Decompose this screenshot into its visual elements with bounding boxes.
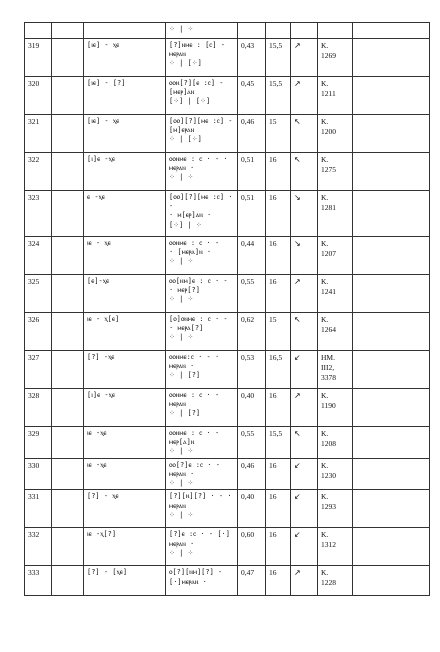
- transcription-line: [ⲟⲟ][?][ⲙⲉ :ⲥ] -: [169, 117, 233, 125]
- transcription-cell: [166, 427, 238, 459]
- transcription-cell: [166, 153, 238, 191]
- reference-line: K.: [321, 193, 329, 202]
- height-cell: 0,51: [238, 191, 266, 237]
- width-cell: [266, 23, 291, 39]
- direction-cell: ↙: [291, 528, 318, 566]
- transcription-line: ⲟ[?][ⲛⲙ][?] -: [169, 568, 223, 577]
- width-cell: 15,5: [266, 427, 291, 459]
- reference-line: K.: [321, 492, 329, 502]
- transcription-line: ⁘ | ⁘: [169, 333, 194, 342]
- transcription-cell: [166, 313, 238, 351]
- width-cell: 16: [266, 566, 291, 596]
- width-cell: 16: [266, 389, 291, 427]
- reference-line: K.: [321, 79, 329, 88]
- reference-line: K.: [321, 155, 329, 164]
- direction-cell: ↘: [291, 237, 318, 275]
- transcription-line: [·]ⲙⲉⲣⲁⲛ ·: [169, 577, 207, 586]
- transcription-line: ⁘ | ⁘: [169, 479, 194, 488]
- table-row: [25, 77, 430, 115]
- reference-line: 1211: [321, 88, 336, 98]
- text-cell: [ⲓⲉ] - ⲭⲉ: [84, 115, 166, 153]
- direction-cell: ↙: [291, 490, 318, 528]
- reference-line: 1200: [321, 126, 336, 136]
- transcription-line: [ⲙⲉⲣ]ⲁⲛ: [169, 88, 195, 97]
- transcription-line: [?]ⲛⲙⲉ : [ⲥ] -: [169, 41, 225, 49]
- empty-cell: [353, 351, 430, 389]
- text-cell: [ⲓ]ⲉ -ⲭⲉ: [84, 389, 166, 427]
- reference-line: K.: [321, 568, 329, 578]
- transcription-line: [?]ⲉ :ⲥ · - [·]: [169, 530, 230, 539]
- empty-cell: [52, 77, 84, 115]
- number-cell: 328: [25, 389, 52, 427]
- empty-cell: [52, 153, 84, 191]
- width-cell: 15,5: [266, 77, 291, 115]
- text-cell: [?] - [ⲭⲉ]: [84, 566, 166, 596]
- width-cell: 16: [266, 153, 291, 191]
- reference-line: K.: [321, 315, 329, 324]
- transcription-line: ⲙⲉⲣⲁⲛ: [169, 501, 186, 510]
- text-cell: [?] - ⲭⲉ: [84, 490, 166, 528]
- direction-cell: ↗: [291, 77, 318, 115]
- empty-cell: [353, 39, 430, 77]
- empty-cell: [353, 115, 430, 153]
- table-row: [25, 153, 430, 191]
- empty-cell: [52, 566, 84, 596]
- transcription-cell: [166, 458, 238, 490]
- text-cell: ⲓⲉ -ⲭ[?]: [84, 528, 166, 566]
- reference-cell: [318, 528, 353, 566]
- reference-cell: [318, 313, 353, 351]
- width-cell: 15,5: [266, 39, 291, 77]
- height-cell: 0,51: [238, 153, 266, 191]
- table-row: [25, 389, 430, 427]
- text-cell: [ⲓ]ⲉ -ⲭⲉ: [84, 153, 166, 191]
- transcription-line: · ⲙⲉⲣⲁ[?]: [169, 324, 204, 333]
- reference-cell: [318, 153, 353, 191]
- transcription-line: ⲟⲟⲛⲙⲉ : ⲥ · -: [169, 429, 220, 437]
- reference-line: 3378: [321, 372, 336, 382]
- height-cell: 0,60: [238, 528, 266, 566]
- direction-cell: ↖: [291, 427, 318, 459]
- number-cell: 327: [25, 351, 52, 389]
- height-cell: 0,53: [238, 351, 266, 389]
- transcription-line: ⲟⲟ[?]ⲉ :ⲥ · -: [169, 460, 220, 469]
- reference-line: 1275: [321, 164, 336, 174]
- empty-cell: [353, 191, 430, 237]
- reference-line: K.: [321, 239, 329, 248]
- height-cell: 0,45: [238, 77, 266, 115]
- transcription-line: ⲟⲟⲛⲙⲉ : ⲥ · -: [169, 391, 220, 399]
- direction-cell: ↗: [291, 39, 318, 77]
- number-cell: 320: [25, 77, 52, 115]
- empty-cell: [52, 458, 84, 490]
- table-row: [25, 351, 430, 389]
- table-row: [25, 528, 430, 566]
- transcription-line: · [ⲙⲉⲣⲁ]ⲛ ·: [169, 248, 212, 257]
- number-cell: 323: [25, 191, 52, 237]
- text-cell: ⲓⲉ - ⲭ[ⲉ]: [84, 313, 166, 351]
- reference-cell: [318, 237, 353, 275]
- transcription-line: ⲙⲉⲣⲁⲛ ·: [169, 539, 195, 548]
- empty-cell: [353, 427, 430, 459]
- width-cell: 16: [266, 237, 291, 275]
- reference-line: 1269: [321, 50, 336, 60]
- transcription-line: ⲙⲉⲣⲁⲛ ·: [169, 362, 195, 371]
- inscription-table: [24, 22, 430, 596]
- reference-cell: [318, 458, 353, 490]
- reference-line: K.: [321, 117, 329, 126]
- table-row: [25, 566, 430, 596]
- empty-cell: [52, 351, 84, 389]
- reference-line: K.: [321, 530, 329, 540]
- transcription-line: [⁘] | ⁘: [169, 220, 202, 229]
- transcription-line: ⁘ | ⁘: [169, 257, 194, 266]
- transcription-cell: [166, 389, 238, 427]
- transcription-line: ⁘ | ⁘: [169, 510, 194, 519]
- table-row: [25, 191, 430, 237]
- height-cell: 0,43: [238, 39, 266, 77]
- height-cell: [238, 23, 266, 39]
- direction-cell: ↙: [291, 351, 318, 389]
- reference-line: 1281: [321, 202, 336, 212]
- reference-line: 1312: [321, 540, 336, 550]
- text-cell: [?] -ⲭⲉ: [84, 351, 166, 389]
- empty-cell: [52, 39, 84, 77]
- transcription-line: ⁘ | ⁘: [169, 548, 194, 557]
- text-cell: [ⲓⲉ] - ⲭⲉ: [84, 39, 166, 77]
- empty-cell: [353, 528, 430, 566]
- empty-cell: [353, 490, 430, 528]
- transcription-line: [⁘] | [⁘]: [169, 97, 211, 106]
- height-cell: 0,55: [238, 275, 266, 313]
- empty-cell: [353, 153, 430, 191]
- empty-cell: [52, 528, 84, 566]
- table-row-continuation: [25, 23, 430, 39]
- reference-cell: [318, 191, 353, 237]
- transcription-line: ⲙⲉⲣ[ⲁ]ⲛ: [169, 438, 195, 447]
- reference-line: III2,: [321, 362, 335, 372]
- transcription-line: · ⲙ[ⲉⲣ]ⲁⲛ ·: [169, 211, 212, 220]
- transcription-line: ⁘ | [⁘]: [169, 135, 202, 144]
- reference-line: K.: [321, 41, 329, 50]
- number-cell: 321: [25, 115, 52, 153]
- table-row: [25, 458, 430, 490]
- reference-line: 1207: [321, 248, 336, 258]
- empty-cell: [353, 23, 430, 39]
- empty-cell: [52, 313, 84, 351]
- direction-cell: ↖: [291, 153, 318, 191]
- table-row: [25, 237, 430, 275]
- width-cell: 16,5: [266, 351, 291, 389]
- number-cell: 319: [25, 39, 52, 77]
- width-cell: 16: [266, 191, 291, 237]
- text-cell: ⲓⲉ -ⲭⲉ: [84, 427, 166, 459]
- height-cell: 0,40: [238, 490, 266, 528]
- transcription-line: [?][ⲛ][?] · - ·: [169, 492, 232, 501]
- number-cell: 326: [25, 313, 52, 351]
- transcription-cell: [166, 191, 238, 237]
- height-cell: 0,40: [238, 389, 266, 427]
- direction-cell: ↘: [291, 191, 318, 237]
- transcription-line: ⲟⲟⲛⲙⲉ : ⲥ · -: [169, 239, 220, 247]
- number-cell: 331: [25, 490, 52, 528]
- reference-cell: [318, 23, 353, 39]
- table-row: [25, 39, 430, 77]
- empty-cell: [52, 275, 84, 313]
- width-cell: 16: [266, 458, 291, 490]
- text-cell: ⲓⲉ - ⲭⲉ: [84, 237, 166, 275]
- width-cell: 16: [266, 490, 291, 528]
- empty-cell: [52, 191, 84, 237]
- transcription-line: [ⲟⲟ][?][ⲙⲉ :ⲥ] ·: [169, 193, 233, 201]
- transcription-line: ⲙⲉⲣⲁⲛ ·: [169, 469, 195, 478]
- transcription-line: · ⲙⲉⲣ[?]: [169, 286, 200, 295]
- transcription-line: ⁘ | ⁘: [169, 447, 194, 456]
- transcription-cell: [166, 237, 238, 275]
- table-row: [25, 275, 430, 313]
- direction-cell: ↗: [291, 275, 318, 313]
- transcription-cell: [166, 115, 238, 153]
- reference-cell: [318, 427, 353, 459]
- transcription-cell: [166, 528, 238, 566]
- reference-cell: [318, 351, 353, 389]
- empty-cell: [52, 389, 84, 427]
- reference-line: 1228: [321, 578, 336, 588]
- direction-cell: ↖: [291, 313, 318, 351]
- reference-line: 1230: [321, 470, 336, 480]
- transcription-cell: [166, 39, 238, 77]
- direction-cell: ↙: [291, 458, 318, 490]
- empty-cell: [52, 23, 84, 39]
- transcription-line: ⲟⲟⲛⲙⲉ:ⲥ · - ·: [169, 353, 220, 361]
- number-cell: 324: [25, 237, 52, 275]
- empty-cell: [353, 77, 430, 115]
- reference-line: HM.: [321, 353, 335, 362]
- reference-cell: [318, 115, 353, 153]
- transcription-line: ⁘ | ⁘: [169, 25, 194, 33]
- reference-cell: [318, 389, 353, 427]
- number-cell: 333: [25, 566, 52, 596]
- height-cell: 0,47: [238, 566, 266, 596]
- transcription-line: [ⲟ]ⲟⲛⲙⲉ : ⲥ · -: [169, 315, 228, 323]
- width-cell: 16: [266, 528, 291, 566]
- transcription-line: ⲙⲉⲣⲁⲛ: [169, 400, 186, 409]
- reference-line: 1264: [321, 324, 336, 334]
- reference-cell: [318, 566, 353, 596]
- empty-cell: [353, 313, 430, 351]
- height-cell: 0,55: [238, 427, 266, 459]
- reference-cell: [318, 490, 353, 528]
- empty-cell: [353, 566, 430, 596]
- empty-cell: [52, 115, 84, 153]
- number-cell: 332: [25, 528, 52, 566]
- height-cell: 0,44: [238, 237, 266, 275]
- number-cell: 322: [25, 153, 52, 191]
- reference-cell: [318, 77, 353, 115]
- reference-line: 1208: [321, 438, 336, 448]
- empty-cell: [52, 490, 84, 528]
- height-cell: 0,62: [238, 313, 266, 351]
- width-cell: 15: [266, 313, 291, 351]
- reference-cell: [318, 39, 353, 77]
- transcription-line: [ⲙ]ⲉⲣⲁⲛ: [169, 126, 195, 135]
- transcription-line: ⁘ | [?]: [169, 409, 201, 418]
- direction-cell: [291, 23, 318, 39]
- transcription-line: ⲙⲉⲣⲁⲛ ·: [169, 164, 195, 173]
- empty-cell: [353, 389, 430, 427]
- transcription-cell: [166, 490, 238, 528]
- reference-line: K.: [321, 460, 329, 470]
- transcription-line: ⲟⲟⲛ[?][ⲉ :ⲥ] -: [169, 79, 224, 87]
- transcription-line: -: [169, 202, 174, 211]
- text-cell: [84, 23, 166, 39]
- reference-line: K.: [321, 391, 329, 400]
- text-cell: [ⲓⲉ] - [?]: [84, 77, 166, 115]
- transcription-line: ⁘ | ⁘: [169, 173, 194, 182]
- width-cell: 16: [266, 275, 291, 313]
- height-cell: 0,46: [238, 458, 266, 490]
- direction-cell: ↖: [291, 115, 318, 153]
- text-cell: ⲉ -ⲭⲉ: [84, 191, 166, 237]
- table-row: [25, 115, 430, 153]
- table-row: [25, 490, 430, 528]
- reference-line: K.: [321, 429, 329, 438]
- transcription-cell: [166, 275, 238, 313]
- transcription-cell: [166, 77, 238, 115]
- transcription-line: ⁘ | [⁘]: [169, 59, 202, 68]
- empty-cell: [353, 237, 430, 275]
- number-cell: [25, 23, 52, 39]
- height-cell: 0,46: [238, 115, 266, 153]
- transcription-line: ⲟⲟⲛⲙⲉ : ⲥ · - ·: [169, 155, 228, 163]
- empty-cell: [52, 237, 84, 275]
- number-cell: 325: [25, 275, 52, 313]
- table-row: [25, 313, 430, 351]
- transcription-cell: [166, 23, 238, 39]
- reference-line: K.: [321, 277, 329, 286]
- transcription-line: ⁘ | [?]: [169, 371, 201, 380]
- empty-cell: [52, 427, 84, 459]
- text-cell: ⲓⲉ -ⲭⲉ: [84, 458, 166, 490]
- transcription-line: ⲙⲉⲣⲁⲛ: [169, 50, 186, 59]
- number-cell: 329: [25, 427, 52, 459]
- table-row: [25, 427, 430, 459]
- width-cell: 15: [266, 115, 291, 153]
- reference-line: 1190: [321, 400, 336, 410]
- reference-line: 1241: [321, 286, 336, 296]
- empty-cell: [353, 458, 430, 490]
- transcription-line: ⲟⲟ[ⲛⲙ]ⲉ : ⲥ · -: [169, 277, 228, 285]
- number-cell: 330: [25, 458, 52, 490]
- reference-cell: [318, 275, 353, 313]
- transcription-line: ⁘ | ⁘: [169, 295, 194, 304]
- direction-cell: ↗: [291, 389, 318, 427]
- transcription-cell: [166, 351, 238, 389]
- text-cell: [ⲉ]-ⲭⲉ: [84, 275, 166, 313]
- empty-cell: [353, 275, 430, 313]
- transcription-cell: [166, 566, 238, 596]
- reference-line: 1293: [321, 502, 336, 512]
- direction-cell: ↗: [291, 566, 318, 596]
